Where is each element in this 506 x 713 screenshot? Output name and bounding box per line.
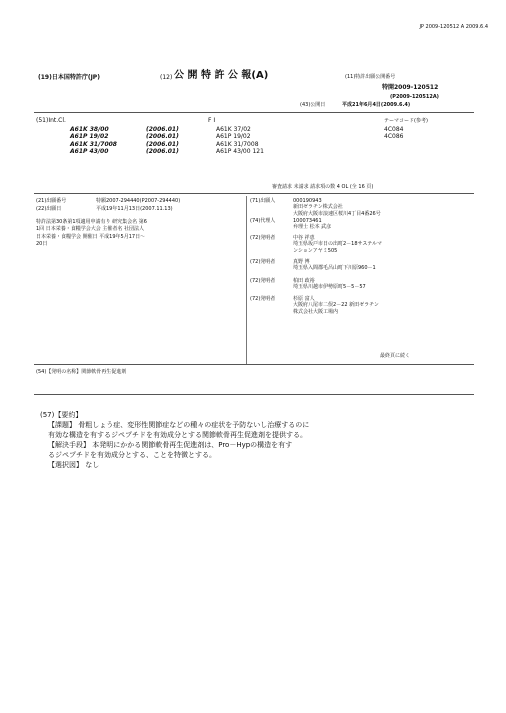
applicant-code: (71)出願人 xyxy=(250,198,276,204)
examination-status: 審査請求 未請求 請求項の数 4 OL (全 16 頁) xyxy=(272,184,374,190)
office-label: (19)日本国特許庁(JP) xyxy=(38,74,100,81)
rule-mid xyxy=(34,193,474,194)
fi-code: A61K 31/7008 xyxy=(216,140,259,148)
abstract-line: 有効な構造を有するジペプチドを有効成分とする関節軟骨再生促進剤を提供する。 xyxy=(48,431,307,439)
kind-number: (12) xyxy=(160,74,173,81)
fi-code: A61P 19/02 xyxy=(216,133,251,141)
inventor-block xyxy=(293,235,382,254)
ipc-year: (2006.01) xyxy=(146,140,179,148)
ipc-code: A61P 19/02 xyxy=(70,133,109,141)
ipc-code: A61K 38/00 xyxy=(70,126,109,133)
rule-abstract xyxy=(34,394,474,395)
ipc-year: (2006.01) xyxy=(146,126,179,133)
pub-number: 特開2009-120512 xyxy=(382,84,439,91)
inventor-line: 中谷 祥恵 xyxy=(293,235,315,241)
novelty-line: 日本栄養・食糧学会 開催日 平成19年5月17日～ xyxy=(36,233,146,240)
theme-code: 4C084 xyxy=(384,126,404,133)
applicant-block xyxy=(293,198,381,217)
inventor-line: 真野 博 xyxy=(293,259,310,265)
ipc-label: (51)Int.Cl. xyxy=(36,117,66,124)
attorney-line: 100073461 xyxy=(293,218,322,224)
publication-kind-title: 公 開 特 許 公 報(A) xyxy=(174,70,269,81)
ipc-codes xyxy=(70,126,117,156)
applicant-line: 000190943 xyxy=(293,198,322,204)
ipc-code: A61P 43/00 xyxy=(70,148,109,156)
abstract-line: 【選択図】 なし xyxy=(48,461,100,469)
continued-on-last-page: 最終頁に続く xyxy=(380,353,411,359)
novelty-line: 特許法第30条第1項適用申請有り 研究集会名 第6 xyxy=(36,219,147,225)
abstract-heading: (57)【要約】 xyxy=(40,411,83,419)
ipc-year: (2006.01) xyxy=(146,133,179,141)
inventor-line: 柏田 政裕 xyxy=(293,278,315,284)
inventor-block xyxy=(293,259,376,272)
running-header: JP 2009-120512 A 2009.6.4 xyxy=(419,24,488,30)
attorney-line: 弁理士 松本 武彦 xyxy=(293,224,332,231)
inventor-line: 埼玉県川越市伊勢原町5－5－57 xyxy=(293,284,366,291)
application-number-label: (21)出願番号 xyxy=(36,198,67,204)
theme-code-label: テーマコード(参考) xyxy=(384,118,428,124)
fi-code: A61K 37/02 xyxy=(216,126,251,133)
applicant-line: 新田ゼラチン株式会社 xyxy=(293,204,343,211)
inventor-line: 埼玉県坂戸市日の出町2－18サステルマ xyxy=(293,241,382,248)
pub-number-label: (11)特許出願公開番号 xyxy=(345,74,396,80)
rule-top xyxy=(34,112,474,113)
fi-codes xyxy=(216,126,264,156)
inventor-line: 株式会社大阪工場内 xyxy=(293,308,339,315)
filing-date: 平成19年11月13日(2007.11.13) xyxy=(96,206,173,212)
inventor-block xyxy=(293,278,366,291)
novelty-exception xyxy=(36,219,147,249)
ipc-year: (2006.01) xyxy=(146,148,179,156)
rule-lower xyxy=(34,364,474,365)
inventor-line: 埼玉県入間郡毛呂山町下川原960－1 xyxy=(293,265,376,272)
inventor-line: 杉原 富人 xyxy=(293,296,315,302)
filing-date-label: (22)出願日 xyxy=(36,206,62,212)
inventor-code: (72)発明者 xyxy=(250,259,276,265)
invention-title: (54)【発明の名称】関節軟骨再生促進剤 xyxy=(36,369,127,375)
pub-date: 平成21年6月4日(2009.6.4) xyxy=(342,102,411,108)
ipc-code: A61K 31/7008 xyxy=(70,140,117,148)
novelty-line: 20日 xyxy=(36,241,48,248)
inventor-code: (72)発明者 xyxy=(250,278,276,284)
column-divider xyxy=(246,196,247,364)
inventor-line: ンションアヤミ505 xyxy=(293,247,338,254)
fi-label: F I xyxy=(208,117,216,124)
applicant-line: 大阪府大阪市浪速区桜川4丁目4番26号 xyxy=(293,210,381,217)
inventor-code: (72)発明者 xyxy=(250,296,276,302)
theme-code: 4C086 xyxy=(384,133,404,141)
abstract-line: 【課題】 骨粗しょう症、変形性関節症などの種々の症状を予防ないし治療するのに xyxy=(48,421,310,429)
pub-date-label: (43)公開日 xyxy=(300,102,326,108)
application-number: 特願2007-294440(P2007-294440) xyxy=(96,198,181,204)
ipc-years xyxy=(146,126,179,156)
abstract-line: 【解決手段】 本発明にかかる関節軟骨再生促進剤は、Pro－Hypの構造を有す xyxy=(48,441,293,449)
fi-code: A61P 43/00 121 xyxy=(216,148,264,156)
inventor-line: 大阪府八尾市二俣2－22 新田ゼラチン xyxy=(293,302,379,309)
pub-number-alt: (P2009-120512A) xyxy=(390,94,439,100)
inventor-block xyxy=(293,296,379,315)
attorney-code: (74)代理人 xyxy=(250,218,276,224)
theme-codes xyxy=(384,126,403,141)
attorney-block xyxy=(293,218,331,231)
inventor-code: (72)発明者 xyxy=(250,235,276,241)
abstract-body xyxy=(48,420,309,470)
novelty-line: 1回 日本栄養・食糧学会大会 主催者名 社団法人 xyxy=(36,226,144,233)
abstract-line: るジペプチドを有効成分とする、ことを特徴とする。 xyxy=(48,451,216,459)
